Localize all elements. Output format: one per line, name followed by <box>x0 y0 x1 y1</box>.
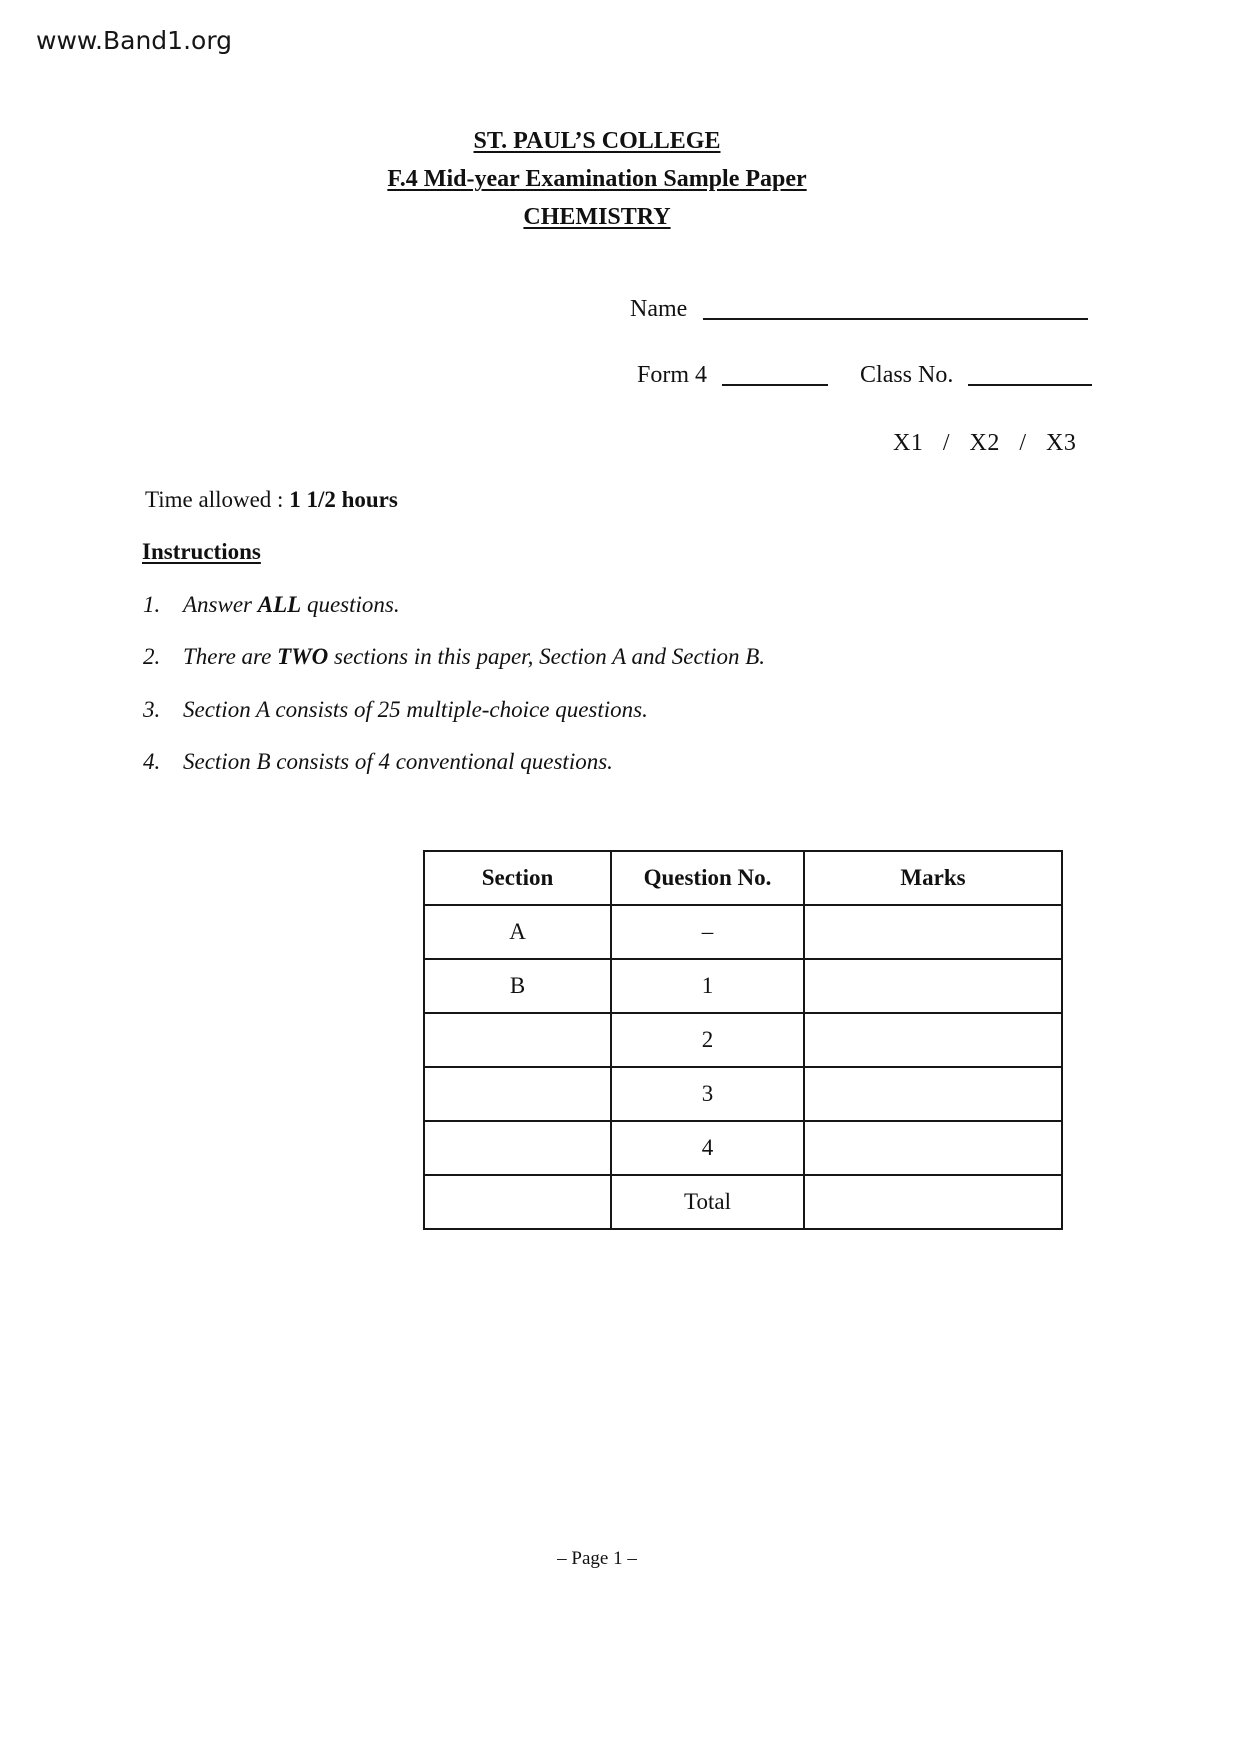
instruction-number: 2. <box>143 644 161 669</box>
subject-title: CHEMISTRY <box>523 204 671 230</box>
table-row <box>424 1013 1062 1067</box>
school-name: ST. PAUL’S COLLEGE <box>473 128 721 154</box>
question-cell: 1 <box>611 959 804 1013</box>
instruction-item-1 <box>143 592 400 618</box>
instruction-number: 3. <box>143 697 161 722</box>
class-no-blank-line <box>968 362 1092 386</box>
marks-table <box>423 850 1063 1230</box>
instruction-number: 4. <box>143 749 161 774</box>
page-number-footer: – Page 1 – <box>557 1548 637 1569</box>
question-cell: 2 <box>611 1013 804 1067</box>
instruction-number: 1. <box>143 592 161 617</box>
marks-cell <box>804 1175 1062 1229</box>
name-blank-line <box>703 296 1088 320</box>
exam-title: F.4 Mid-year Examination Sample Paper <box>387 166 807 192</box>
marks-cell <box>804 1121 1062 1175</box>
instruction-text: Section B consists of 4 conventional questions. <box>183 749 613 774</box>
form-label: Form 4 <box>637 362 708 388</box>
instruction-text: sections in this paper, Section A and Section B. <box>328 644 765 669</box>
marks-cell <box>804 959 1062 1013</box>
question-cell: – <box>611 905 804 959</box>
table-row <box>424 1121 1062 1175</box>
column-header-section: Section <box>424 851 611 905</box>
instruction-item-2 <box>143 644 765 670</box>
time-allowed-row <box>145 487 398 513</box>
instruction-item-3 <box>143 697 648 723</box>
instruction-bold-text: TWO <box>277 644 329 669</box>
title-block <box>130 122 1064 236</box>
instruction-text: questions. <box>301 592 400 617</box>
section-cell: B <box>424 959 611 1013</box>
table-row <box>424 1175 1062 1229</box>
time-allowed-label: Time allowed : <box>145 487 290 512</box>
table-row <box>424 959 1062 1013</box>
section-cell: A <box>424 905 611 959</box>
instruction-text: There are <box>183 644 278 669</box>
class-options: X1 / X2 / X3 <box>893 430 1077 456</box>
class-no-label: Class No. <box>860 362 954 388</box>
section-cell <box>424 1121 611 1175</box>
form-class-row <box>637 362 1092 389</box>
name-label: Name <box>630 296 688 322</box>
marks-cell <box>804 1067 1062 1121</box>
question-cell: Total <box>611 1175 804 1229</box>
instruction-item-4 <box>143 749 613 775</box>
question-cell: 4 <box>611 1121 804 1175</box>
instructions-heading: Instructions <box>142 539 261 564</box>
question-cell: 3 <box>611 1067 804 1121</box>
time-allowed-value: 1 1/2 hours <box>289 487 398 512</box>
table-row <box>424 1067 1062 1121</box>
watermark-url: www.Band1.org <box>36 26 233 55</box>
column-header-marks: Marks <box>804 851 1062 905</box>
marks-cell <box>804 1013 1062 1067</box>
section-cell <box>424 1175 611 1229</box>
marks-cell <box>804 905 1062 959</box>
column-header-question-no: Question No. <box>611 851 804 905</box>
name-field-row <box>630 296 1088 323</box>
instruction-text: Answer <box>183 592 258 617</box>
table-row <box>424 905 1062 959</box>
section-cell <box>424 1013 611 1067</box>
instruction-bold-text: ALL <box>257 592 302 617</box>
instruction-text: Section A consists of 25 multiple-choice questions. <box>183 697 648 722</box>
section-cell <box>424 1067 611 1121</box>
marks-table-header-row <box>424 851 1062 905</box>
form-blank-line <box>722 362 828 386</box>
